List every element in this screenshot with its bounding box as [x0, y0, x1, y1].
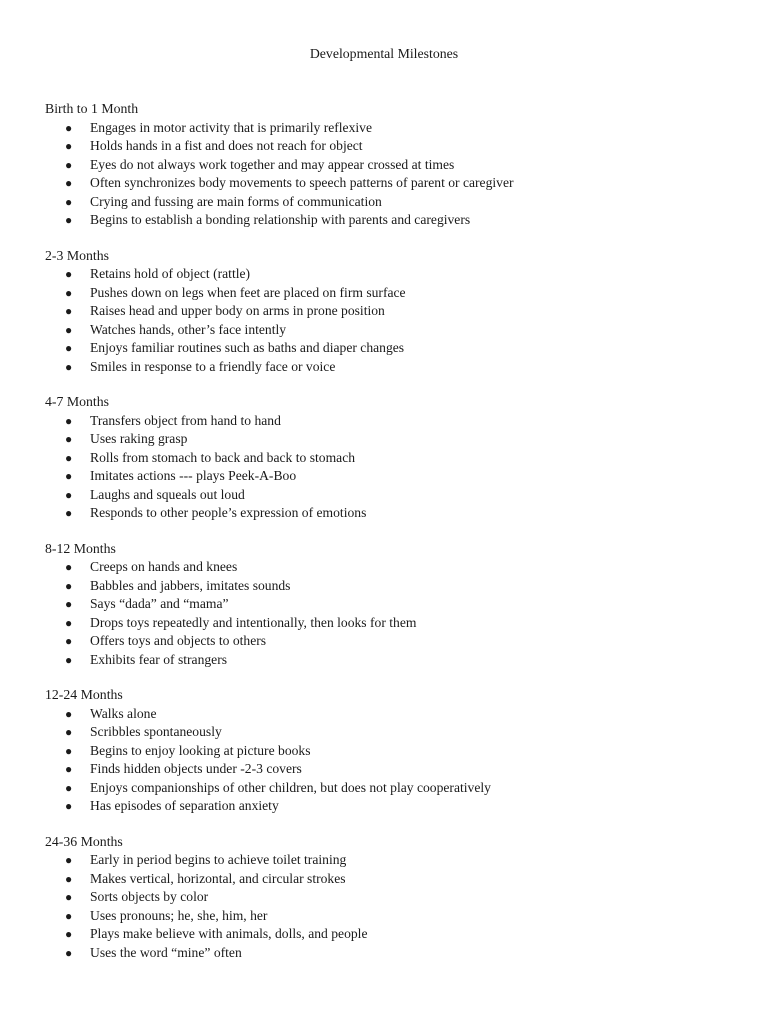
milestone-section — [45, 247, 745, 377]
milestone-text: Babbles and jabbers, imitates sounds — [90, 577, 291, 593]
milestone-section — [45, 393, 745, 523]
bullet-icon: ● — [65, 597, 73, 611]
milestone-text: Holds hands in a fist and does not reach for object — [90, 138, 363, 153]
list-item — [45, 925, 745, 944]
list-item — [45, 797, 745, 816]
list-item — [45, 851, 745, 870]
list-item — [45, 193, 745, 212]
bullet-icon: ● — [65, 341, 73, 355]
milestone-section — [45, 833, 745, 963]
bullet-icon: ● — [65, 450, 73, 465]
list-item — [45, 504, 745, 523]
milestone-text: Begins to enjoy looking at picture books — [90, 742, 311, 758]
bullet-icon: ● — [65, 487, 73, 502]
milestone-list — [45, 265, 745, 376]
bullet-icon: ● — [65, 578, 73, 593]
bullet-icon: ● — [65, 780, 73, 795]
milestone-text: Enjoys companionships of other children, but does not play cooperatively — [90, 779, 491, 795]
list-item — [45, 486, 745, 505]
list-item — [45, 449, 745, 468]
milestone-text: Begins to establish a bonding relationship with parents and caregivers — [90, 212, 471, 227]
milestone-text: Sorts objects by color — [90, 889, 209, 904]
milestone-text: Finds hidden objects under -2-3 covers — [90, 761, 302, 776]
milestone-text: Drops toys repeatedly and intentionally, then looks for them — [90, 614, 417, 630]
list-item — [45, 944, 745, 963]
milestone-text: Scribbles spontaneously — [90, 724, 222, 739]
milestone-text: Says “dada” and “mama” — [90, 596, 229, 611]
milestone-text: Has episodes of separation anxiety — [90, 798, 279, 813]
milestone-list — [45, 851, 745, 962]
bullet-icon: ● — [65, 927, 73, 941]
milestone-text: Watches hands, other’s face intently — [90, 321, 287, 337]
bullet-icon: ● — [65, 432, 73, 446]
bullet-icon: ● — [65, 469, 73, 483]
list-item — [45, 265, 745, 284]
bullet-icon: ● — [65, 176, 73, 190]
milestone-text: Exhibits fear of strangers — [90, 651, 228, 667]
list-item — [45, 358, 745, 377]
section-heading: 24-36 Months — [45, 833, 123, 849]
bullet-icon: ● — [65, 634, 73, 648]
milestone-list — [45, 412, 745, 523]
bullet-icon: ● — [65, 322, 73, 337]
milestone-section — [45, 540, 745, 670]
list-item — [45, 760, 745, 779]
bullet-icon: ● — [65, 871, 73, 886]
milestone-text: Early in period begins to achieve toilet training — [90, 852, 347, 867]
bullet-icon: ● — [65, 359, 73, 374]
milestone-list — [45, 558, 745, 669]
list-item — [45, 888, 745, 907]
list-item — [45, 870, 745, 889]
bullet-icon: ● — [65, 139, 73, 153]
milestone-text: Uses the word “mine” often — [90, 944, 242, 960]
list-item — [45, 705, 745, 724]
milestone-text: Walks alone — [90, 705, 157, 721]
milestone-text: Uses raking grasp — [90, 431, 188, 446]
bullet-icon: ● — [65, 304, 73, 318]
bullet-icon: ● — [65, 560, 73, 574]
milestone-text: Retains hold of object (rattle) — [90, 266, 251, 281]
milestone-section — [45, 686, 745, 816]
bullet-icon: ● — [65, 799, 73, 813]
milestone-text: Raises head and upper body on arms in prone position — [90, 303, 385, 318]
milestone-text: Smiles in response to a friendly face or voice — [90, 358, 336, 374]
section-heading: 8-12 Months — [45, 540, 116, 556]
bullet-icon: ● — [65, 706, 73, 721]
list-item — [45, 907, 745, 926]
list-item — [45, 651, 745, 670]
milestone-text: Engages in motor activity that is primarily reflexive — [90, 119, 372, 135]
list-item — [45, 595, 745, 614]
bullet-icon: ● — [65, 506, 73, 520]
bullet-icon: ● — [65, 890, 73, 904]
bullet-icon: ● — [65, 743, 73, 758]
list-item — [45, 577, 745, 596]
milestone-list — [45, 705, 745, 816]
document-body — [45, 100, 745, 979]
milestone-section — [45, 100, 745, 230]
list-item — [45, 302, 745, 321]
milestone-text: Eyes do not always work together and may appear crossed at times — [90, 156, 455, 172]
list-item — [45, 321, 745, 340]
list-item — [45, 137, 745, 156]
list-item — [45, 211, 745, 230]
bullet-icon: ● — [65, 213, 73, 227]
page-title: Developmental Milestones — [309, 46, 459, 61]
bullet-icon: ● — [65, 853, 73, 867]
milestone-text: Offers toys and objects to others — [90, 633, 267, 648]
list-item — [45, 742, 745, 761]
milestone-text: Makes vertical, horizontal, and circular strokes — [90, 870, 346, 886]
milestone-text: Plays make believe with animals, dolls, and people — [90, 926, 368, 941]
bullet-icon: ● — [65, 413, 73, 428]
section-heading: 12-24 Months — [45, 687, 123, 702]
milestone-text: Imitates actions --- plays Peek-A-Boo — [90, 468, 297, 483]
milestone-text: Rolls from stomach to back and back to stomach — [90, 449, 356, 465]
bullet-icon: ● — [65, 194, 73, 209]
bullet-icon: ● — [65, 120, 73, 135]
section-heading: Birth to 1 Month — [45, 101, 139, 116]
list-item — [45, 723, 745, 742]
list-item — [45, 614, 745, 633]
list-item — [45, 339, 745, 358]
list-item — [45, 430, 745, 449]
list-item — [45, 632, 745, 651]
milestone-list — [45, 119, 745, 230]
bullet-icon: ● — [65, 615, 73, 630]
milestone-text: Often synchronizes body movements to speech patterns of parent or caregiver — [90, 175, 514, 190]
list-item — [45, 779, 745, 798]
bullet-icon: ● — [65, 285, 73, 300]
bullet-icon: ● — [65, 762, 73, 776]
list-item — [45, 174, 745, 193]
bullet-icon: ● — [65, 267, 73, 281]
bullet-icon: ● — [65, 908, 73, 923]
milestone-text: Uses pronouns; he, she, him, her — [90, 907, 268, 923]
milestone-text: Transfers object from hand to hand — [90, 412, 281, 428]
list-item — [45, 156, 745, 175]
bullet-icon: ● — [65, 945, 73, 960]
list-item — [45, 284, 745, 303]
list-item — [45, 412, 745, 431]
bullet-icon: ● — [65, 157, 73, 172]
section-heading: 4-7 Months — [45, 394, 110, 409]
section-heading: 2-3 Months — [45, 247, 110, 263]
list-item — [45, 558, 745, 577]
milestone-text: Laughs and squeals out loud — [90, 486, 245, 502]
milestone-text: Responds to other people’s expression of emotions — [90, 505, 367, 520]
bullet-icon: ● — [65, 652, 73, 667]
milestone-text: Enjoys familiar routines such as baths and diaper changes — [90, 340, 405, 355]
list-item — [45, 467, 745, 486]
bullet-icon: ● — [65, 725, 73, 739]
list-item — [45, 119, 745, 138]
milestone-text: Crying and fussing are main forms of communication — [90, 193, 382, 209]
milestone-text: Pushes down on legs when feet are placed on firm surface — [90, 284, 406, 300]
milestone-text: Creeps on hands and knees — [90, 559, 238, 574]
